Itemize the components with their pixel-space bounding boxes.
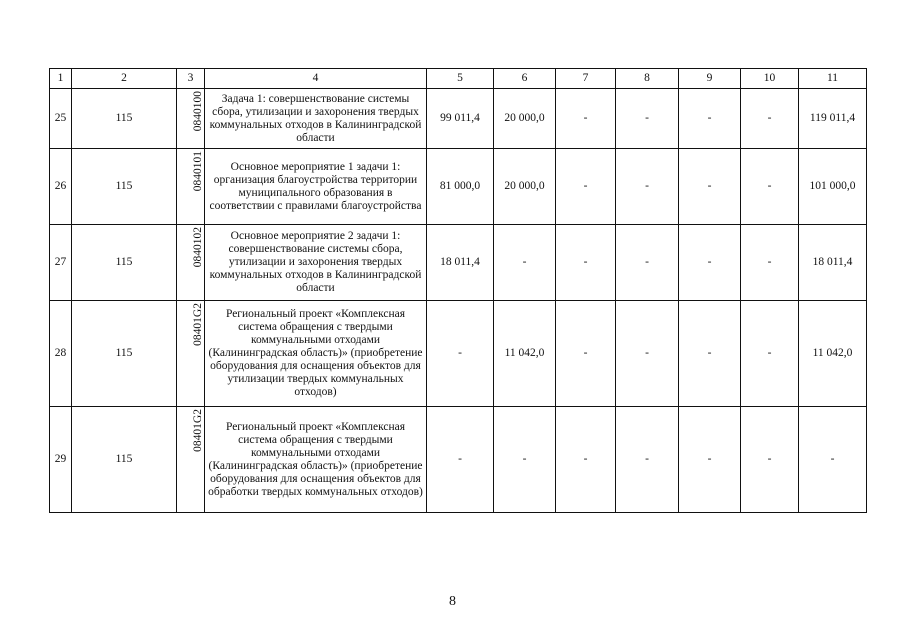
column-10-value: - [741,407,799,513]
column-11-value: - [799,407,867,513]
column-6-value: 20 000,0 [494,149,556,225]
column-9-value: - [679,225,741,301]
column-8-value: - [616,89,679,149]
description: Основное мероприятие 1 задачи 1: организация благоустройства территории муниципального образования в соответствии с правилами благоустройства [205,149,427,225]
column-header-9: 9 [679,69,741,89]
table-row [50,407,867,513]
column-7-value: - [556,89,616,149]
column-2-value: 115 [72,225,177,301]
column-5-value: - [427,301,494,407]
description: Региональный проект «Комплексная система обращения с твердыми коммунальными отходами (Калининградская область)» (приобретение оборудования для оснащения объектов для утилизации твердых коммунальных отходов) [205,301,427,407]
column-11-value: 11 042,0 [799,301,867,407]
column-header-8: 8 [616,69,679,89]
column-2-value: 115 [72,149,177,225]
column-header-6: 6 [494,69,556,89]
description: Задача 1: совершенствование системы сбора, утилизации и захоронения твердых коммунальных отходов в Калининградской области [205,89,427,149]
page-number: 8 [449,594,456,609]
column-header-4: 4 [205,69,427,89]
column-8-value: - [616,301,679,407]
budget-code: 0840102 [192,227,204,268]
table-row [50,149,867,225]
column-5-value: - [427,407,494,513]
column-2-value: 115 [72,89,177,149]
column-11-value: 101 000,0 [799,149,867,225]
column-8-value: - [616,225,679,301]
table-row [50,225,867,301]
column-8-value: - [616,407,679,513]
column-6-value: 20 000,0 [494,89,556,149]
column-7-value: - [556,149,616,225]
row-number: 25 [50,89,72,149]
row-number: 27 [50,225,72,301]
column-6-value: - [494,225,556,301]
column-9-value: - [679,407,741,513]
budget-code: 08401G2 [192,303,204,346]
budget-code: 08401G2 [192,409,204,452]
column-5-value: 18 011,4 [427,225,494,301]
row-number: 28 [50,301,72,407]
column-2-value: 115 [72,407,177,513]
column-header-1: 1 [50,69,72,89]
row-number: 26 [50,149,72,225]
description: Региональный проект «Комплексная система обращения с твердыми коммунальными отходами (Калининградская область)» (приобретение оборудования для оснащения объектов для обработки твердых коммунальных отходов) [205,407,427,513]
column-header-10: 10 [741,69,799,89]
column-9-value: - [679,149,741,225]
table-row [50,301,867,407]
column-11-value: 119 011,4 [799,89,867,149]
column-9-value: - [679,301,741,407]
budget-code-cell [177,149,205,225]
column-7-value: - [556,407,616,513]
budget-code-cell [177,407,205,513]
column-6-value: - [494,407,556,513]
column-11-value: 18 011,4 [799,225,867,301]
table-row [50,89,867,149]
column-6-value: 11 042,0 [494,301,556,407]
budget-code: 0840101 [192,151,204,192]
budget-code-cell [177,301,205,407]
budget-code-cell [177,89,205,149]
header-row [50,69,867,89]
budget-code-cell [177,225,205,301]
column-5-value: 99 011,4 [427,89,494,149]
column-10-value: - [741,301,799,407]
column-7-value: - [556,225,616,301]
column-2-value: 115 [72,301,177,407]
column-header-3: 3 [177,69,205,89]
column-header-2: 2 [72,69,177,89]
column-header-7: 7 [556,69,616,89]
row-number: 29 [50,407,72,513]
column-7-value: - [556,301,616,407]
column-10-value: - [741,89,799,149]
column-10-value: - [741,149,799,225]
column-10-value: - [741,225,799,301]
column-header-11: 11 [799,69,867,89]
column-9-value: - [679,89,741,149]
description: Основное мероприятие 2 задачи 1: совершенствование системы сбора, утилизации и захоронения твердых коммунальных отходов в Калининградской области [205,225,427,301]
budget-table [49,68,867,513]
column-5-value: 81 000,0 [427,149,494,225]
column-header-5: 5 [427,69,494,89]
column-8-value: - [616,149,679,225]
budget-code: 0840100 [192,91,204,132]
